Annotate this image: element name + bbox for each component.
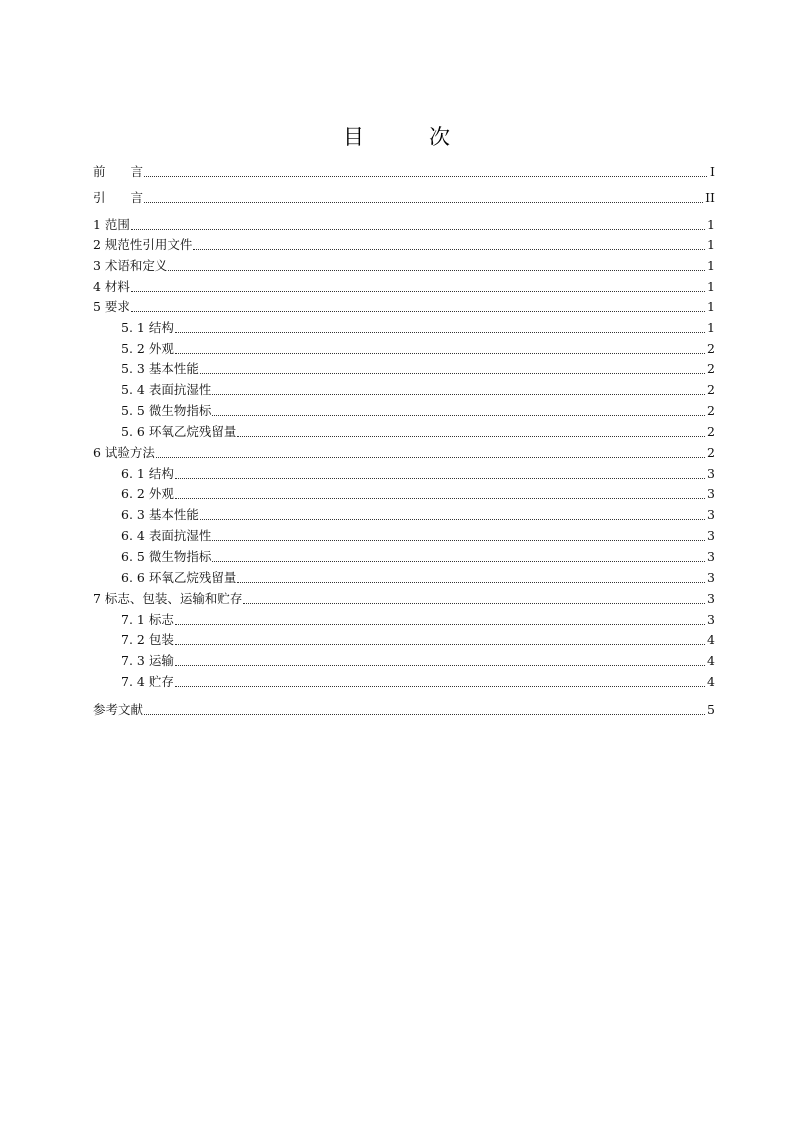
toc-entry-6-3[interactable] bbox=[121, 507, 715, 523]
toc-entry-page: 3 bbox=[707, 549, 715, 564]
toc-entry-marking-packaging[interactable] bbox=[93, 591, 715, 607]
toc-entry-page: 4 bbox=[707, 653, 715, 668]
dot-leader bbox=[144, 713, 705, 715]
dot-leader bbox=[131, 310, 705, 312]
toc-entry-page: 3 bbox=[707, 612, 715, 627]
toc-entry-page: 3 bbox=[707, 570, 715, 585]
toc-entry-5-5[interactable] bbox=[121, 403, 715, 419]
toc-entry-test-methods[interactable] bbox=[93, 445, 715, 461]
toc-entry-page: 2 bbox=[707, 445, 715, 460]
toc-entry-page: 2 bbox=[707, 341, 715, 356]
toc-entry-label: 5. 4 表面抗湿性 bbox=[121, 382, 212, 397]
dot-leader bbox=[175, 643, 705, 645]
dot-leader bbox=[212, 414, 705, 416]
dot-leader bbox=[200, 372, 705, 374]
toc-entry-page: 2 bbox=[707, 403, 715, 418]
dot-leader bbox=[193, 248, 705, 250]
toc-entry-page: 3 bbox=[707, 486, 715, 501]
toc-entry-label: 5. 3 基本性能 bbox=[121, 361, 199, 376]
toc-entry-page: 2 bbox=[707, 424, 715, 439]
dot-leader bbox=[212, 539, 705, 541]
toc-entry-introduction[interactable] bbox=[93, 190, 715, 206]
dot-leader bbox=[212, 560, 705, 562]
dot-leader bbox=[243, 602, 705, 604]
toc-entry-label: 5. 6 环氧乙烷残留量 bbox=[121, 424, 237, 439]
dot-leader bbox=[237, 581, 705, 583]
toc-entry-label: 5. 5 微生物指标 bbox=[121, 403, 212, 418]
dot-leader bbox=[144, 175, 707, 177]
toc-entry-6-6[interactable] bbox=[121, 570, 715, 586]
dot-leader bbox=[212, 393, 705, 395]
toc-entry-label: 引 言 bbox=[93, 190, 144, 205]
toc-entry-label: 7. 4 贮存 bbox=[121, 674, 174, 689]
toc-entry-page: 1 bbox=[707, 299, 715, 314]
toc-entry-label: 6. 1 结构 bbox=[121, 466, 174, 481]
toc-entry-label: 前 言 bbox=[93, 164, 144, 179]
toc-entry-label: 7. 3 运输 bbox=[121, 653, 174, 668]
dot-leader bbox=[175, 477, 705, 479]
toc-entry-bibliography[interactable] bbox=[93, 702, 715, 718]
toc-entry-5-3[interactable] bbox=[121, 361, 715, 377]
toc-entry-label: 5. 1 结构 bbox=[121, 320, 174, 335]
toc-entry-5-1[interactable] bbox=[121, 320, 715, 336]
dot-leader bbox=[131, 228, 705, 230]
toc-entry-6-2[interactable] bbox=[121, 486, 715, 502]
toc-entry-label: 7. 2 包装 bbox=[121, 632, 174, 647]
toc-entry-page: 2 bbox=[707, 361, 715, 376]
dot-leader bbox=[156, 456, 705, 458]
toc-entry-page: 1 bbox=[707, 217, 715, 232]
toc-entry-page: II bbox=[705, 190, 715, 205]
toc-entry-page: 3 bbox=[707, 466, 715, 481]
toc-entry-requirements[interactable] bbox=[93, 299, 715, 315]
toc-entry-page: 1 bbox=[707, 258, 715, 273]
toc-entry-label: 5. 2 外观 bbox=[121, 341, 174, 356]
toc-entry-6-4[interactable] bbox=[121, 528, 715, 544]
toc-entry-7-2[interactable] bbox=[121, 632, 715, 648]
toc-entry-label: 7 标志、包装、运输和贮存 bbox=[93, 591, 243, 606]
toc-entry-6-1[interactable] bbox=[121, 466, 715, 482]
toc-entry-label: 6 试验方法 bbox=[93, 445, 155, 460]
dot-leader bbox=[131, 290, 705, 292]
toc-entry-label: 4 材料 bbox=[93, 279, 130, 294]
toc-entry-label: 1 范围 bbox=[93, 217, 130, 232]
toc-entry-page: 1 bbox=[707, 279, 715, 294]
toc-entry-7-3[interactable] bbox=[121, 653, 715, 669]
toc-entry-page: 2 bbox=[707, 382, 715, 397]
dot-leader bbox=[175, 497, 705, 499]
toc-entry-page: 4 bbox=[707, 632, 715, 647]
dot-leader bbox=[144, 201, 703, 203]
toc-entry-label: 5 要求 bbox=[93, 299, 130, 314]
dot-leader bbox=[175, 331, 705, 333]
toc-entry-page: 4 bbox=[707, 674, 715, 689]
toc-entry-page: 5 bbox=[707, 702, 715, 717]
toc-entry-materials[interactable] bbox=[93, 279, 715, 295]
toc-entry-5-2[interactable] bbox=[121, 341, 715, 357]
toc-entry-label: 6. 3 基本性能 bbox=[121, 507, 199, 522]
toc-entry-5-4[interactable] bbox=[121, 382, 715, 398]
dot-leader bbox=[237, 435, 705, 437]
toc-entry-label: 2 规范性引用文件 bbox=[93, 237, 193, 252]
toc-entry-label: 6. 5 微生物指标 bbox=[121, 549, 212, 564]
toc-entry-label: 6. 4 表面抗湿性 bbox=[121, 528, 212, 543]
toc-entry-page: I bbox=[710, 164, 715, 179]
toc-entry-label: 3 术语和定义 bbox=[93, 258, 168, 273]
toc-entry-7-4[interactable] bbox=[121, 674, 715, 690]
toc-entry-scope[interactable] bbox=[93, 217, 715, 233]
toc-entry-foreword[interactable] bbox=[93, 164, 715, 180]
dot-leader bbox=[175, 352, 705, 354]
toc-entry-label: 6. 6 环氧乙烷残留量 bbox=[121, 570, 237, 585]
toc-entry-label: 6. 2 外观 bbox=[121, 486, 174, 501]
toc-entry-5-6[interactable] bbox=[121, 424, 715, 440]
toc-entry-7-1[interactable] bbox=[121, 612, 715, 628]
toc-entry-terms[interactable] bbox=[93, 258, 715, 274]
toc-entry-page: 1 bbox=[707, 320, 715, 335]
dot-leader bbox=[168, 269, 705, 271]
toc-entry-page: 3 bbox=[707, 507, 715, 522]
toc-entry-label: 7. 1 标志 bbox=[121, 612, 174, 627]
dot-leader bbox=[175, 623, 705, 625]
toc-entry-label: 参考文献 bbox=[93, 702, 144, 717]
dot-leader bbox=[175, 685, 705, 687]
page-title: 目 次 bbox=[343, 125, 472, 149]
toc-entry-normative-references[interactable] bbox=[93, 237, 715, 253]
toc-entry-page: 3 bbox=[707, 528, 715, 543]
toc-entry-6-5[interactable] bbox=[121, 549, 715, 565]
dot-leader bbox=[175, 664, 705, 666]
dot-leader bbox=[200, 518, 705, 520]
toc-entry-page: 3 bbox=[707, 591, 715, 606]
toc-entry-page: 1 bbox=[707, 237, 715, 252]
